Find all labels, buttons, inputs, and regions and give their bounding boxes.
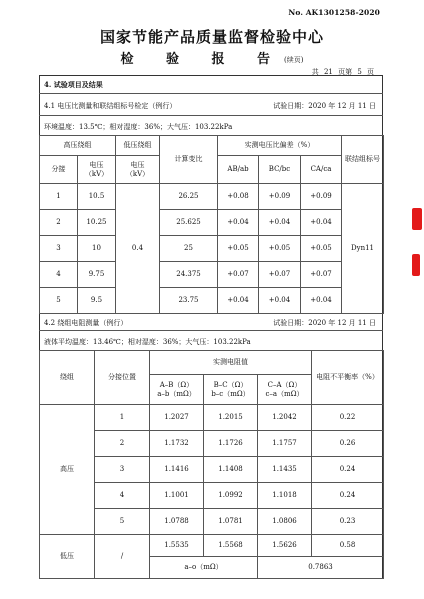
calc-ratio-cell: 26.25 — [160, 184, 218, 210]
resistance-test-date: 试验日期：2020 年 12 月 11 日 — [273, 319, 376, 327]
unbalance-header: 电阻不平衡率（%） — [312, 351, 384, 405]
table-row — [40, 405, 384, 431]
report-number: No. AK1301258-2020 — [288, 8, 380, 17]
ca-resistance-cell: 1.1435 — [258, 457, 312, 483]
table-row — [40, 262, 384, 288]
calc-ratio-cell: 25.625 — [160, 210, 218, 236]
page-info: 共 21 页第 5 页 — [311, 68, 374, 76]
ratio-environment: 环境温度：13.5℃；相对湿度：36%；大气压：103.22kPa — [44, 123, 233, 131]
ca-dev-cell: +0.09 — [301, 184, 342, 210]
neutral-label-cell: a–o（mΩ） — [150, 557, 258, 579]
table-row — [40, 236, 384, 262]
bc-resistance-cell: 1.2015 — [204, 405, 258, 431]
lv-winding-header: 低压绕组 — [116, 136, 160, 156]
ca-header: CA/ca — [301, 156, 342, 184]
calc-ratio-cell: 23.75 — [160, 288, 218, 314]
unbalance-cell: 0.26 — [312, 431, 384, 457]
unbalance-cell: 0.23 — [312, 509, 384, 535]
ca-resistance-cell: 1.0806 — [258, 509, 312, 535]
hv-winding-cell: 高压 — [40, 405, 95, 535]
unbalance-cell: 0.24 — [312, 457, 384, 483]
tap-cell: 3 — [95, 457, 150, 483]
ca-dev-cell: +0.04 — [301, 288, 342, 314]
hv-voltage-cell: 9.75 — [78, 262, 116, 288]
lv-voltage-cell: 0.4 — [116, 184, 160, 314]
ratio-test-date: 试验日期：2020 年 12 月 11 日 — [273, 102, 376, 110]
ab-resistance-header: A–B（Ω） a–b（mΩ） — [150, 375, 204, 405]
table-row — [40, 288, 384, 314]
hv-voltage-cell: 10.25 — [78, 210, 116, 236]
bc-resistance-header: B–C（Ω） b–c（mΩ） — [204, 375, 258, 405]
resistance-environment: 液体平均温度：13.46℃；相对湿度：36%；大气压：103.22kPa — [44, 338, 251, 346]
tap-cell: 2 — [40, 210, 78, 236]
ca-dev-cell: +0.04 — [301, 210, 342, 236]
ab-dev-cell: +0.04 — [218, 210, 259, 236]
resistance-table — [39, 350, 384, 579]
hv-voltage-cell: 10.5 — [78, 184, 116, 210]
section-heading: 4. 试验项目及结果 — [44, 80, 103, 89]
report-title: 国家节能产品质量监督检验中心 — [99, 28, 324, 46]
calc-ratio-header: 计算变比 — [160, 136, 218, 184]
ab-resistance-cell: 1.0788 — [150, 509, 204, 535]
bc-resistance-cell: 1.1726 — [204, 431, 258, 457]
tap-cell: 4 — [40, 262, 78, 288]
table-row — [40, 210, 384, 236]
ca-dev-cell: +0.07 — [301, 262, 342, 288]
ab-dev-cell: +0.08 — [218, 184, 259, 210]
vector-group-cell: Dyn11 — [342, 184, 384, 314]
report-subtitle — [0, 48, 424, 67]
calc-ratio-cell: 24.375 — [160, 262, 218, 288]
ratio-heading: 4.1 电压比测量和联结组标号检定（例行） — [44, 102, 177, 110]
ca-resistance-cell: 1.2042 — [258, 405, 312, 431]
bc-resistance-cell: 1.1408 — [204, 457, 258, 483]
calc-ratio-cell: 25 — [160, 236, 218, 262]
winding-header: 绕组 — [40, 351, 95, 405]
bc-dev-cell: +0.09 — [259, 184, 301, 210]
continued-mark: (续页) — [284, 56, 304, 64]
ab-resistance-cell: 1.1416 — [150, 457, 204, 483]
ab-resistance-cell: 1.1001 — [150, 483, 204, 509]
neutral-value-cell: 0.7863 — [258, 557, 384, 579]
divider — [39, 330, 383, 331]
hv-winding-header: 高压绕组 — [40, 136, 116, 156]
tap-cell: 1 — [95, 405, 150, 431]
tap-cell: 1 — [40, 184, 78, 210]
tap-cell: 4 — [95, 483, 150, 509]
resistance-heading: 4.2 绕组电阻测量（例行） — [44, 319, 128, 327]
hv-voltage-cell: 10 — [78, 236, 116, 262]
unbalance-cell: 0.22 — [312, 405, 384, 431]
bc-dev-cell: +0.05 — [259, 236, 301, 262]
hv-voltage-header: 电压 （kV） — [78, 156, 116, 184]
tap-cell: 5 — [40, 288, 78, 314]
table-row — [40, 184, 384, 210]
ab-dev-cell: +0.05 — [218, 236, 259, 262]
ca-dev-cell: +0.05 — [301, 236, 342, 262]
bc-dev-cell: +0.04 — [259, 210, 301, 236]
ab-resistance-cell: 1.5535 — [150, 535, 204, 557]
ab-resistance-cell: 1.2027 — [150, 405, 204, 431]
ab-resistance-cell: 1.1732 — [150, 431, 204, 457]
tap-cell: / — [95, 535, 150, 579]
ab-dev-cell: +0.07 — [218, 262, 259, 288]
unbalance-cell: 0.24 — [312, 483, 384, 509]
bc-dev-cell: +0.07 — [259, 262, 301, 288]
ratio-table — [39, 135, 384, 314]
divider — [39, 93, 383, 94]
measured-resistance-header: 实测电阻值 — [150, 351, 312, 375]
table-row — [40, 535, 384, 557]
ab-dev-cell: +0.04 — [218, 288, 259, 314]
bc-resistance-cell: 1.0992 — [204, 483, 258, 509]
ca-resistance-cell: 1.5626 — [258, 535, 312, 557]
bc-resistance-cell: 1.0781 — [204, 509, 258, 535]
divider — [39, 115, 383, 116]
measured-dev-header: 实测电压比偏差（%） — [218, 136, 342, 156]
lv-voltage-header: 电压 （kV） — [116, 156, 160, 184]
tap-cell: 2 — [95, 431, 150, 457]
tap-cell: 5 — [95, 509, 150, 535]
tap-header: 分接 — [40, 156, 78, 184]
vector-group-header: 联结组标号 — [342, 136, 384, 184]
ca-resistance-cell: 1.1757 — [258, 431, 312, 457]
lv-winding-cell: 低压 — [40, 535, 95, 579]
unbalance-cell: 0.58 — [312, 535, 384, 557]
hv-voltage-cell: 9.5 — [78, 288, 116, 314]
subtitle-text: 检 验 报 告 — [120, 52, 285, 67]
ab-header: AB/ab — [218, 156, 259, 184]
tap-position-header: 分接位置 — [95, 351, 150, 405]
seal-stamp-fragment — [408, 208, 424, 288]
ca-resistance-cell: 1.1018 — [258, 483, 312, 509]
bc-dev-cell: +0.04 — [259, 288, 301, 314]
ca-resistance-header: C–A（Ω） c–a（mΩ） — [258, 375, 312, 405]
bc-resistance-cell: 1.5568 — [204, 535, 258, 557]
tap-cell: 3 — [40, 236, 78, 262]
bc-header: BC/bc — [259, 156, 301, 184]
